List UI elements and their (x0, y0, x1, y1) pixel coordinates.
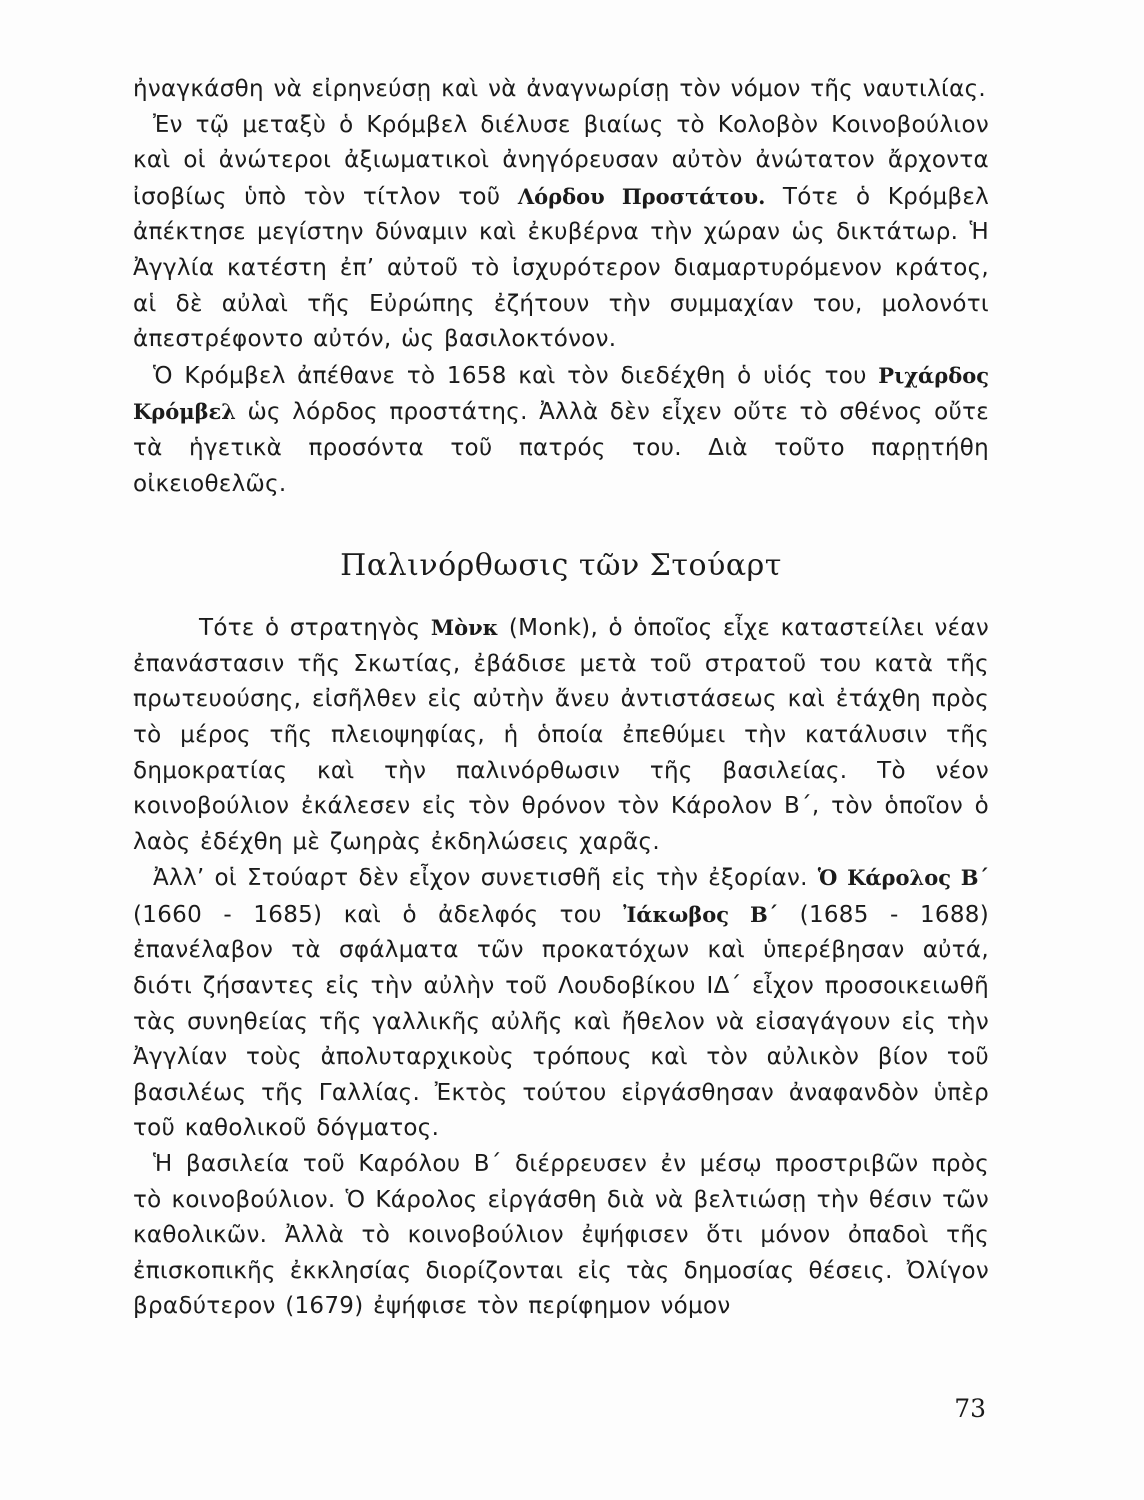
paragraph-text: Τότε ὁ Κρόμβελ ἀπέκτησε μεγίστην δύναμιν καὶ ἐκυβέρνα τὴν χώραν ὡς δικτάτωρ. Ἡ Ἀγγλία κατέστη ἐπ’ αὐτοῦ τὸ ἰσχυρότερον διαμαρτυρόμενον κράτος, αἱ δὲ αὐλαὶ τῆς Εὐρώπης ἐζήτουν τὴν συμμαχίαν του, μολονότι ἀπεστρέφοντο αὐτόν, ὡς βασιλοκτόνον. (133, 183, 990, 353)
paragraph-text: Τότε ὁ στρατηγὸς (199, 615, 431, 642)
text-block (133, 72, 989, 1325)
paragraph-text: Ἐν τῷ μεταξὺ ὁ Κρόμβελ διέλυσε βιαίως τὸ Κολοβὸν Κοινοβούλιον καὶ οἱ ἀνώτεροι ἀξιωματικοὶ ἀνηγόρευσαν αὐτὸν ἀνώτατον ἄρχοντα ἰσοβίως ὑπὸ τὸν τίτλον τοῦ (133, 111, 989, 210)
paragraph-text: Ἀλλ’ οἱ Στούαρτ δὲν εἶχον συνετισθῆ εἰς τὴν ἐξορίαν. (153, 865, 818, 892)
paragraph-text: ἠναγκάσθη νὰ εἰρηνεύσῃ καὶ νὰ ἀναγνωρίσῃ τὸν νόμον τῆς ναυτιλίας. (133, 76, 986, 102)
bold-term: Ὁ Κάρολος Β΄ (817, 865, 990, 891)
paragraph-text: (Monk), ὁ ὁποῖος εἶχε καταστείλει νέαν ἐπανάστασιν τῆς Σκωτίας, ἐβάδισε μετὰ τοῦ στρατοῦ του κατὰ τῆς πρωτευούσης, εἰσῆλθεν εἰς αὐτὴν ἄνευ ἀντιστάσεως καὶ ἐτάχθη πρὸς τὸ μέρος τῆς πλειοψηφίας, ἡ ὁποία ἐπεθύμει τὴν κατάλυσιν τῆς δημοκρατίας καὶ τὴν παλινόρθωσιν τῆς βασιλείας. Τὸ νέον κοινοβούλιον ἐκάλεσεν εἰς τὸν θρόνον τὸν Κάρολον Β΄, τὸν ὁποῖον ὁ λαὸς ἐδέχθη μὲ ζωηρὰς ἐκδηλώσεις χαρᾶς. (133, 615, 990, 855)
paragraph (133, 1147, 989, 1325)
paragraph-text: (1685 - 1688) ἐπανέλαβον τὰ σφάλματα τῶν προκατόχων καὶ ὑπερέβησαν αὐτά, διότι ζήσαντες εἰς τὴν αὐλὴν τοῦ Λουδοβίκου ΙΔ΄ εἶχον προσοικειωθῆ τὰς συνηθείας τῆς γαλλικῆς αὐλῆς καὶ ἤθελον νὰ εἰσαγάγουν εἰς τὴν Ἀγγλίαν τοὺς ἀπολυταρχικοὺς τρόπους καὶ τὸν αὐλικὸν βίον τοῦ βασιλέως τῆς Γαλλίας. Ἐκτὸς τούτου εἰργάσθησαν ἀναφανδὸν ὑπὲρ τοῦ καθολικοῦ δόγματος. (133, 901, 990, 1142)
paragraph-text: ὡς λόρδος προστάτης. Ἀλλὰ δὲν εἶχεν οὔτε τὸ σθένος οὔτε τὰ ἡγετικὰ προσόντα τοῦ πατρός του. Διὰ τοῦτο παρῃτήθη οἰκειοθελῶς. (133, 399, 989, 497)
paragraph (133, 860, 989, 1147)
paragraph-text: Ὁ Κρόμβελ ἀπέθανε τὸ 1658 καὶ τὸν διεδέχθη ὁ υἱός του (153, 362, 879, 389)
bold-term: Μὸνκ (430, 615, 499, 641)
bold-term: Ριχάρδος Κρόμβελ (133, 362, 989, 425)
paragraph (133, 72, 989, 108)
page-number: 73 (954, 1394, 986, 1423)
paragraph (133, 108, 989, 358)
paragraph (133, 610, 989, 860)
paragraph-text: Ἡ βασιλεία τοῦ Καρόλου Β΄ διέρρευσεν ἐν μέσῳ προστριβῶν πρὸς τὸ κοινοβούλιον. Ὁ Κάρολος εἰργάσθη διὰ νὰ βελτιώσῃ τὴν θέσιν τῶν καθολικῶν. Ἀλλὰ τὸ κοινοβούλιον ἐψήφισεν ὅτι μόνον ὀπαδοὶ τῆς ἐπισκοπικῆς ἐκκλησίας διορίζονται εἰς τὰς δημοσίας θέσεις. Ὀλίγον βραδύτερον (1679) ἐψήφισε τὸν περίφημον νόμον (133, 1151, 989, 1320)
bold-term: Ἰάκωβος Β΄ (623, 901, 779, 927)
paragraph (133, 358, 989, 502)
paragraph-text: (1660 - 1685) καὶ ὁ ἀδελφός του (133, 901, 624, 928)
section-heading: Παλινόρθωσις τῶν Στούαρτ (340, 548, 782, 584)
bold-term: Λόρδου Προστάτου. (517, 183, 766, 209)
